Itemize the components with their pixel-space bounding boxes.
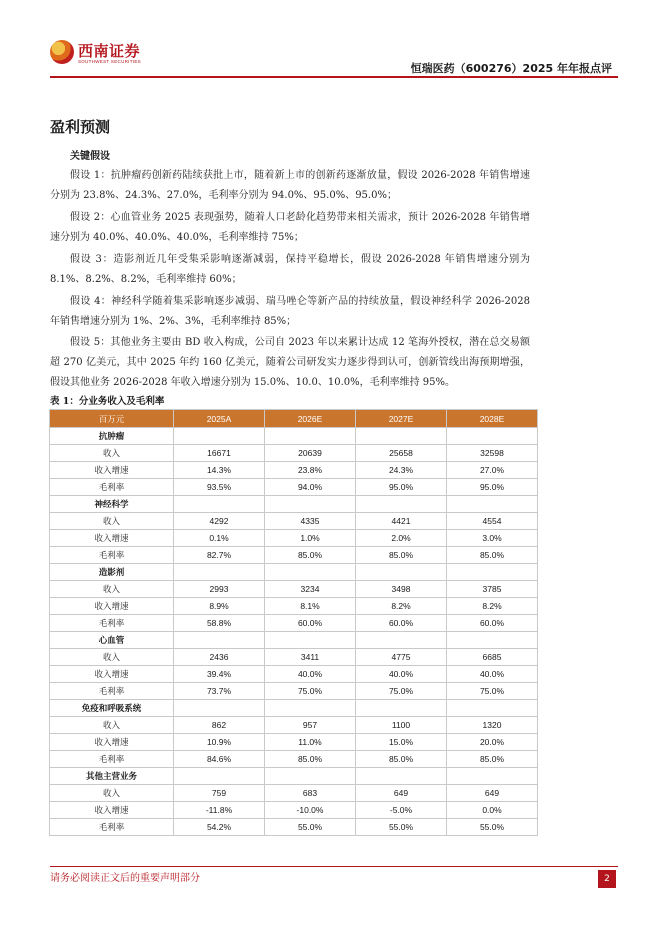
empty-cell (447, 428, 538, 445)
value-cell: -10.0% (265, 802, 356, 819)
value-cell: 60.0% (265, 615, 356, 632)
table-row (50, 513, 538, 530)
empty-cell (447, 632, 538, 649)
table-row (50, 479, 538, 496)
value-cell: 95.0% (356, 479, 447, 496)
table-row (50, 530, 538, 547)
assumption-paragraph-5: 假设 5：其他业务主要由 BD 收入构成，公司自 2023 年以来累计达成 12 笔海外授权，潜在总交易额超 270 亿美元，其中 2025 年约 160 亿美元，随着公司研发实力逐步得到认可，创新管线出海预期增强，假设其他业务 2026-2028 年收入增速分别为 15.0%、10.0、10.0%，毛利率维持 95%。 (50, 337, 530, 388)
table-row (50, 615, 538, 632)
value-cell: 4421 (356, 513, 447, 530)
row-label: 收入 (50, 581, 174, 598)
column-header: 2025A (174, 410, 265, 428)
value-cell: 1100 (356, 717, 447, 734)
value-cell: 0.0% (447, 802, 538, 819)
value-cell: 40.0% (356, 666, 447, 683)
table-group-row (50, 632, 538, 649)
table-group-row (50, 496, 538, 513)
empty-cell (174, 564, 265, 581)
column-header: 2026E (265, 410, 356, 428)
empty-cell (356, 496, 447, 513)
value-cell: 759 (174, 785, 265, 802)
row-label: 毛利率 (50, 751, 174, 768)
logo-text-cn: 西南证券 (78, 42, 141, 60)
row-label: 收入增速 (50, 462, 174, 479)
value-cell: 649 (356, 785, 447, 802)
value-cell: 3234 (265, 581, 356, 598)
report-title: 恒瑞医药（600276）2025 年年报点评 (410, 62, 612, 75)
empty-cell (447, 564, 538, 581)
value-cell: 75.0% (447, 683, 538, 700)
table-header-row (50, 410, 538, 428)
value-cell: 40.0% (265, 666, 356, 683)
row-label: 收入 (50, 717, 174, 734)
empty-cell (356, 700, 447, 717)
value-cell: 84.6% (174, 751, 265, 768)
empty-cell (356, 768, 447, 785)
group-label: 免疫和呼吸系统 (50, 700, 174, 717)
value-cell: 8.9% (174, 598, 265, 615)
section-title: 盈利预测 (50, 118, 111, 136)
row-label: 毛利率 (50, 683, 174, 700)
row-label: 毛利率 (50, 479, 174, 496)
value-cell: 25658 (356, 445, 447, 462)
value-cell: 75.0% (356, 683, 447, 700)
empty-cell (174, 700, 265, 717)
row-label: 收入 (50, 649, 174, 666)
value-cell: 6685 (447, 649, 538, 666)
value-cell: 60.0% (447, 615, 538, 632)
empty-cell (265, 496, 356, 513)
logo-emblem-icon (50, 40, 74, 64)
value-cell: 94.0% (265, 479, 356, 496)
value-cell: 40.0% (447, 666, 538, 683)
table-group-row (50, 700, 538, 717)
group-label: 神经科学 (50, 496, 174, 513)
row-label: 收入 (50, 785, 174, 802)
value-cell: 4554 (447, 513, 538, 530)
table-row (50, 462, 538, 479)
value-cell: 8.1% (265, 598, 356, 615)
value-cell: 75.0% (265, 683, 356, 700)
value-cell: 27.0% (447, 462, 538, 479)
value-cell: 16671 (174, 445, 265, 462)
empty-cell (356, 632, 447, 649)
row-label: 收入增速 (50, 598, 174, 615)
page-number: 2 (598, 870, 616, 888)
row-label: 收入 (50, 513, 174, 530)
value-cell: 4335 (265, 513, 356, 530)
value-cell: 82.7% (174, 547, 265, 564)
empty-cell (265, 564, 356, 581)
table-group-row (50, 428, 538, 445)
empty-cell (174, 632, 265, 649)
empty-cell (174, 428, 265, 445)
table-row (50, 598, 538, 615)
value-cell: 55.0% (265, 819, 356, 836)
group-label: 造影剂 (50, 564, 174, 581)
table-row (50, 717, 538, 734)
assumption-paragraph-4: 假设 4：神经科学随着集采影响逐步减弱、瑞马唑仑等新产品的持续放量，假设神经科学 2026-2028 年销售增速分别为 1%、2%、3%，毛利率维持 85%； (50, 296, 530, 327)
value-cell: 58.8% (174, 615, 265, 632)
value-cell: 2436 (174, 649, 265, 666)
empty-cell (265, 768, 356, 785)
value-cell: 957 (265, 717, 356, 734)
group-label: 抗肿瘤 (50, 428, 174, 445)
value-cell: 85.0% (356, 547, 447, 564)
table-row (50, 683, 538, 700)
table-row (50, 802, 538, 819)
footer-divider (50, 866, 618, 867)
table-group-row (50, 564, 538, 581)
empty-cell (265, 700, 356, 717)
value-cell: 85.0% (447, 547, 538, 564)
value-cell: 3.0% (447, 530, 538, 547)
assumption-paragraph-1: 假设 1：抗肿瘤药创新药陆续获批上市，随着新上市的创新药逐渐放量，假设 2026-2028 年销售增速分别为 23.8%、24.3%、27.0%，毛利率分别为 94.0%、95.0%、95.0%； (50, 170, 530, 201)
table-row (50, 666, 538, 683)
header-divider (50, 76, 618, 78)
value-cell: 683 (265, 785, 356, 802)
value-cell: 2993 (174, 581, 265, 598)
value-cell: 4775 (356, 649, 447, 666)
value-cell: 0.1% (174, 530, 265, 547)
page-header (0, 0, 662, 80)
company-logo (50, 38, 142, 72)
value-cell: -5.0% (356, 802, 447, 819)
value-cell: 3785 (447, 581, 538, 598)
value-cell: 54.2% (174, 819, 265, 836)
row-label: 收入 (50, 445, 174, 462)
value-cell: 1320 (447, 717, 538, 734)
group-label: 心血管 (50, 632, 174, 649)
value-cell: 60.0% (356, 615, 447, 632)
row-label: 收入增速 (50, 734, 174, 751)
value-cell: 24.3% (356, 462, 447, 479)
value-cell: 55.0% (447, 819, 538, 836)
value-cell: 3411 (265, 649, 356, 666)
column-header: 2027E (356, 410, 447, 428)
row-label: 毛利率 (50, 547, 174, 564)
value-cell: 1.0% (265, 530, 356, 547)
table-row (50, 445, 538, 462)
value-cell: 4292 (174, 513, 265, 530)
row-label: 收入增速 (50, 802, 174, 819)
assumption-paragraph-2: 假设 2：心血管业务 2025 表现强势，随着人口老龄化趋势带来相关需求，预计 2026-2028 年销售增速分别为 40.0%、40.0%、40.0%，毛利率维持 75%； (50, 212, 530, 243)
logo-text-en: SOUTHWEST SECURITIES (78, 59, 141, 64)
revenue-margin-table (49, 409, 538, 836)
value-cell: 23.8% (265, 462, 356, 479)
table-caption: 表 1：分业务收入及毛利率 (50, 396, 165, 407)
empty-cell (356, 564, 447, 581)
value-cell: 85.0% (356, 751, 447, 768)
table-row (50, 785, 538, 802)
empty-cell (265, 428, 356, 445)
table-row (50, 547, 538, 564)
column-header: 2028E (447, 410, 538, 428)
value-cell: 95.0% (447, 479, 538, 496)
table-body (50, 428, 538, 836)
value-cell: 11.0% (265, 734, 356, 751)
table-row (50, 581, 538, 598)
empty-cell (174, 496, 265, 513)
table-row (50, 819, 538, 836)
table-row (50, 734, 538, 751)
table-group-row (50, 768, 538, 785)
row-label: 收入增速 (50, 530, 174, 547)
value-cell: 73.7% (174, 683, 265, 700)
value-cell: 10.9% (174, 734, 265, 751)
group-label: 其他主营业务 (50, 768, 174, 785)
table-row (50, 751, 538, 768)
row-label: 毛利率 (50, 819, 174, 836)
value-cell: 93.5% (174, 479, 265, 496)
value-cell: 14.3% (174, 462, 265, 479)
value-cell: 862 (174, 717, 265, 734)
footer-disclaimer: 请务必阅读正文后的重要声明部分 (50, 873, 200, 884)
row-label: 毛利率 (50, 615, 174, 632)
section-subheading: 关键假设 (70, 151, 110, 162)
empty-cell (265, 632, 356, 649)
row-label: 收入增速 (50, 666, 174, 683)
value-cell: 649 (447, 785, 538, 802)
assumption-paragraph-3: 假设 3：造影剂近几年受集采影响逐渐减弱，保持平稳增长，假设 2026-2028 年销售增速分别为 8.1%、8.2%、8.2%，毛利率维持 60%； (50, 254, 530, 285)
empty-cell (447, 496, 538, 513)
value-cell: 55.0% (356, 819, 447, 836)
value-cell: 20639 (265, 445, 356, 462)
value-cell: 8.2% (356, 598, 447, 615)
empty-cell (174, 768, 265, 785)
value-cell: -11.8% (174, 802, 265, 819)
value-cell: 3498 (356, 581, 447, 598)
value-cell: 15.0% (356, 734, 447, 751)
empty-cell (447, 768, 538, 785)
column-header: 百万元 (50, 410, 174, 428)
value-cell: 85.0% (265, 547, 356, 564)
empty-cell (447, 700, 538, 717)
value-cell: 2.0% (356, 530, 447, 547)
value-cell: 8.2% (447, 598, 538, 615)
value-cell: 85.0% (447, 751, 538, 768)
empty-cell (356, 428, 447, 445)
table-row (50, 649, 538, 666)
value-cell: 20.0% (447, 734, 538, 751)
value-cell: 85.0% (265, 751, 356, 768)
value-cell: 39.4% (174, 666, 265, 683)
value-cell: 32598 (447, 445, 538, 462)
